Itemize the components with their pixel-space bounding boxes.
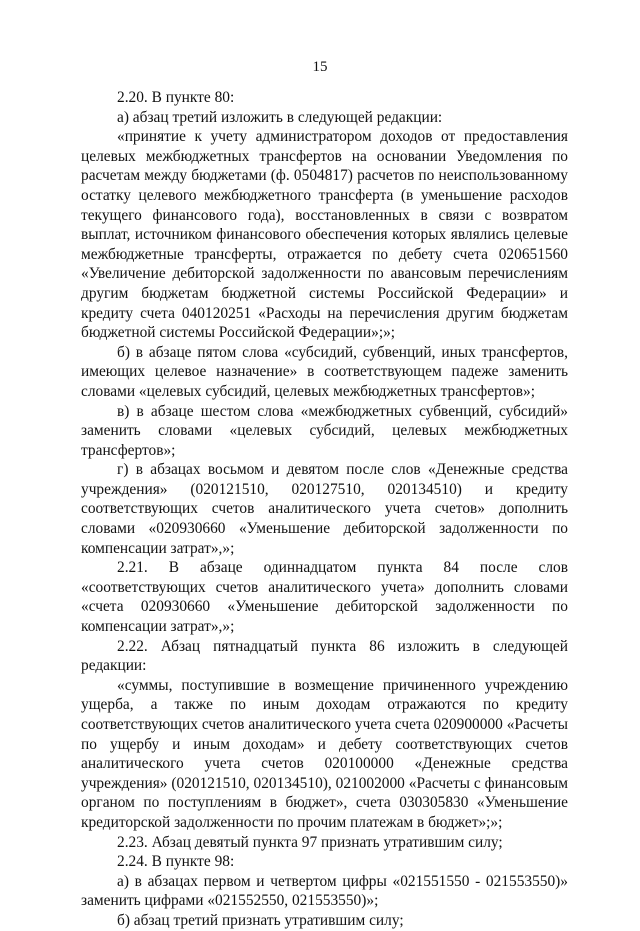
paragraph-2-20-g: г) в абзацах восьмом и девятом после слов «Денежные средства учреждения» (020121510, 020127510, 020134510) и кредиту соответствующих счетов аналитического учета счетов» дополнить словами «020930660 «Уменьшение дебиторской задолженности по компенсации затрат»,»; [81, 461, 568, 557]
paragraph-2-20-a: а) абзац третий изложить в следующей редакции: [117, 108, 443, 126]
paragraph-2-23: 2.23. Абзац девятый пункта 97 признать утратившим силу; [117, 833, 503, 851]
paragraph-2-20-a-quote: «принятие к учету администратором доходов от предоставления целевых межбюджетных трансфертов на основании Уведомления по расчетам между бюджетами (ф. 0504817) расчетов по неиспользованному остатку целевого межбюджетного трансферта (в уменьшение расходов текущего финансового года), восстановленных в связи с возвратом выплат, источником финансового обеспечения которых являлись целевые межбюджетные трансферты, отражается по дебету счета 020651560 «Увеличение дебиторской задолженности по авансовым перечислениям другим бюджетам бюджетной системы Российской Федерации» и кредиту счета 040120251 «Расходы на перечисления другим бюджетам бюджетной системы Российской Федерации»;»; [81, 128, 568, 342]
paragraph-2-24-b: б) абзац третий признать утратившим силу; [117, 911, 404, 929]
paragraph-2-21: 2.21. В абзаце одиннадцатом пункта 84 после слов «соответствующих счетов аналитического учета» дополнить словами «счета 020930660 «Уменьшение дебиторской задолженности по компенсации затрат»,»; [81, 559, 568, 636]
paragraph-2-20-v: в) в абзаце шестом слова «межбюджетных субвенций, субсидий» заменить словами «целевых субсидий, целевых межбюджетных трансфертов»; [81, 402, 568, 459]
paragraph-2-20-b: б) в абзаце пятом слова «субсидий, субвенций, иных трансфертов, имеющих целевое назначение» в соответствующем падеже заменить словами «целевых субсидий, целевых межбюджетных трансфертов»; [81, 343, 568, 400]
paragraph-2-24-a: а) в абзацах первом и четвертом цифры «021551550 - 021553550)» заменить цифрами «021552550, 021553550)»; [81, 872, 568, 910]
paragraph-2-22-quote: «суммы, поступившие в возмещение причиненного учреждению ущерба, а также по иным доходам отражаются по кредиту соответствующих счетов аналитического учета счета 020900000 «Расчеты по ущербу и иным доходам» и дебету соответствующих счетов аналитического учета счетов 020100000 «Денежные средства учреждения» (020121510, 020134510), 021002000 «Расчеты с финансовым органом по поступлениям в бюджет», счета 030305830 «Уменьшение кредиторской задолженности по прочим платежам в бюджет»;»; [81, 676, 568, 831]
document-body [81, 88, 568, 931]
paragraph-2-20-heading: 2.20. В пункте 80: [117, 89, 235, 106]
page-number: 15 [312, 59, 328, 75]
paragraph-2-24-heading: 2.24. В пункте 98: [117, 853, 235, 871]
paragraph-2-22-heading: 2.22. Абзац пятнадцатый пункта 86 изложить в следующей редакции: [81, 637, 568, 675]
